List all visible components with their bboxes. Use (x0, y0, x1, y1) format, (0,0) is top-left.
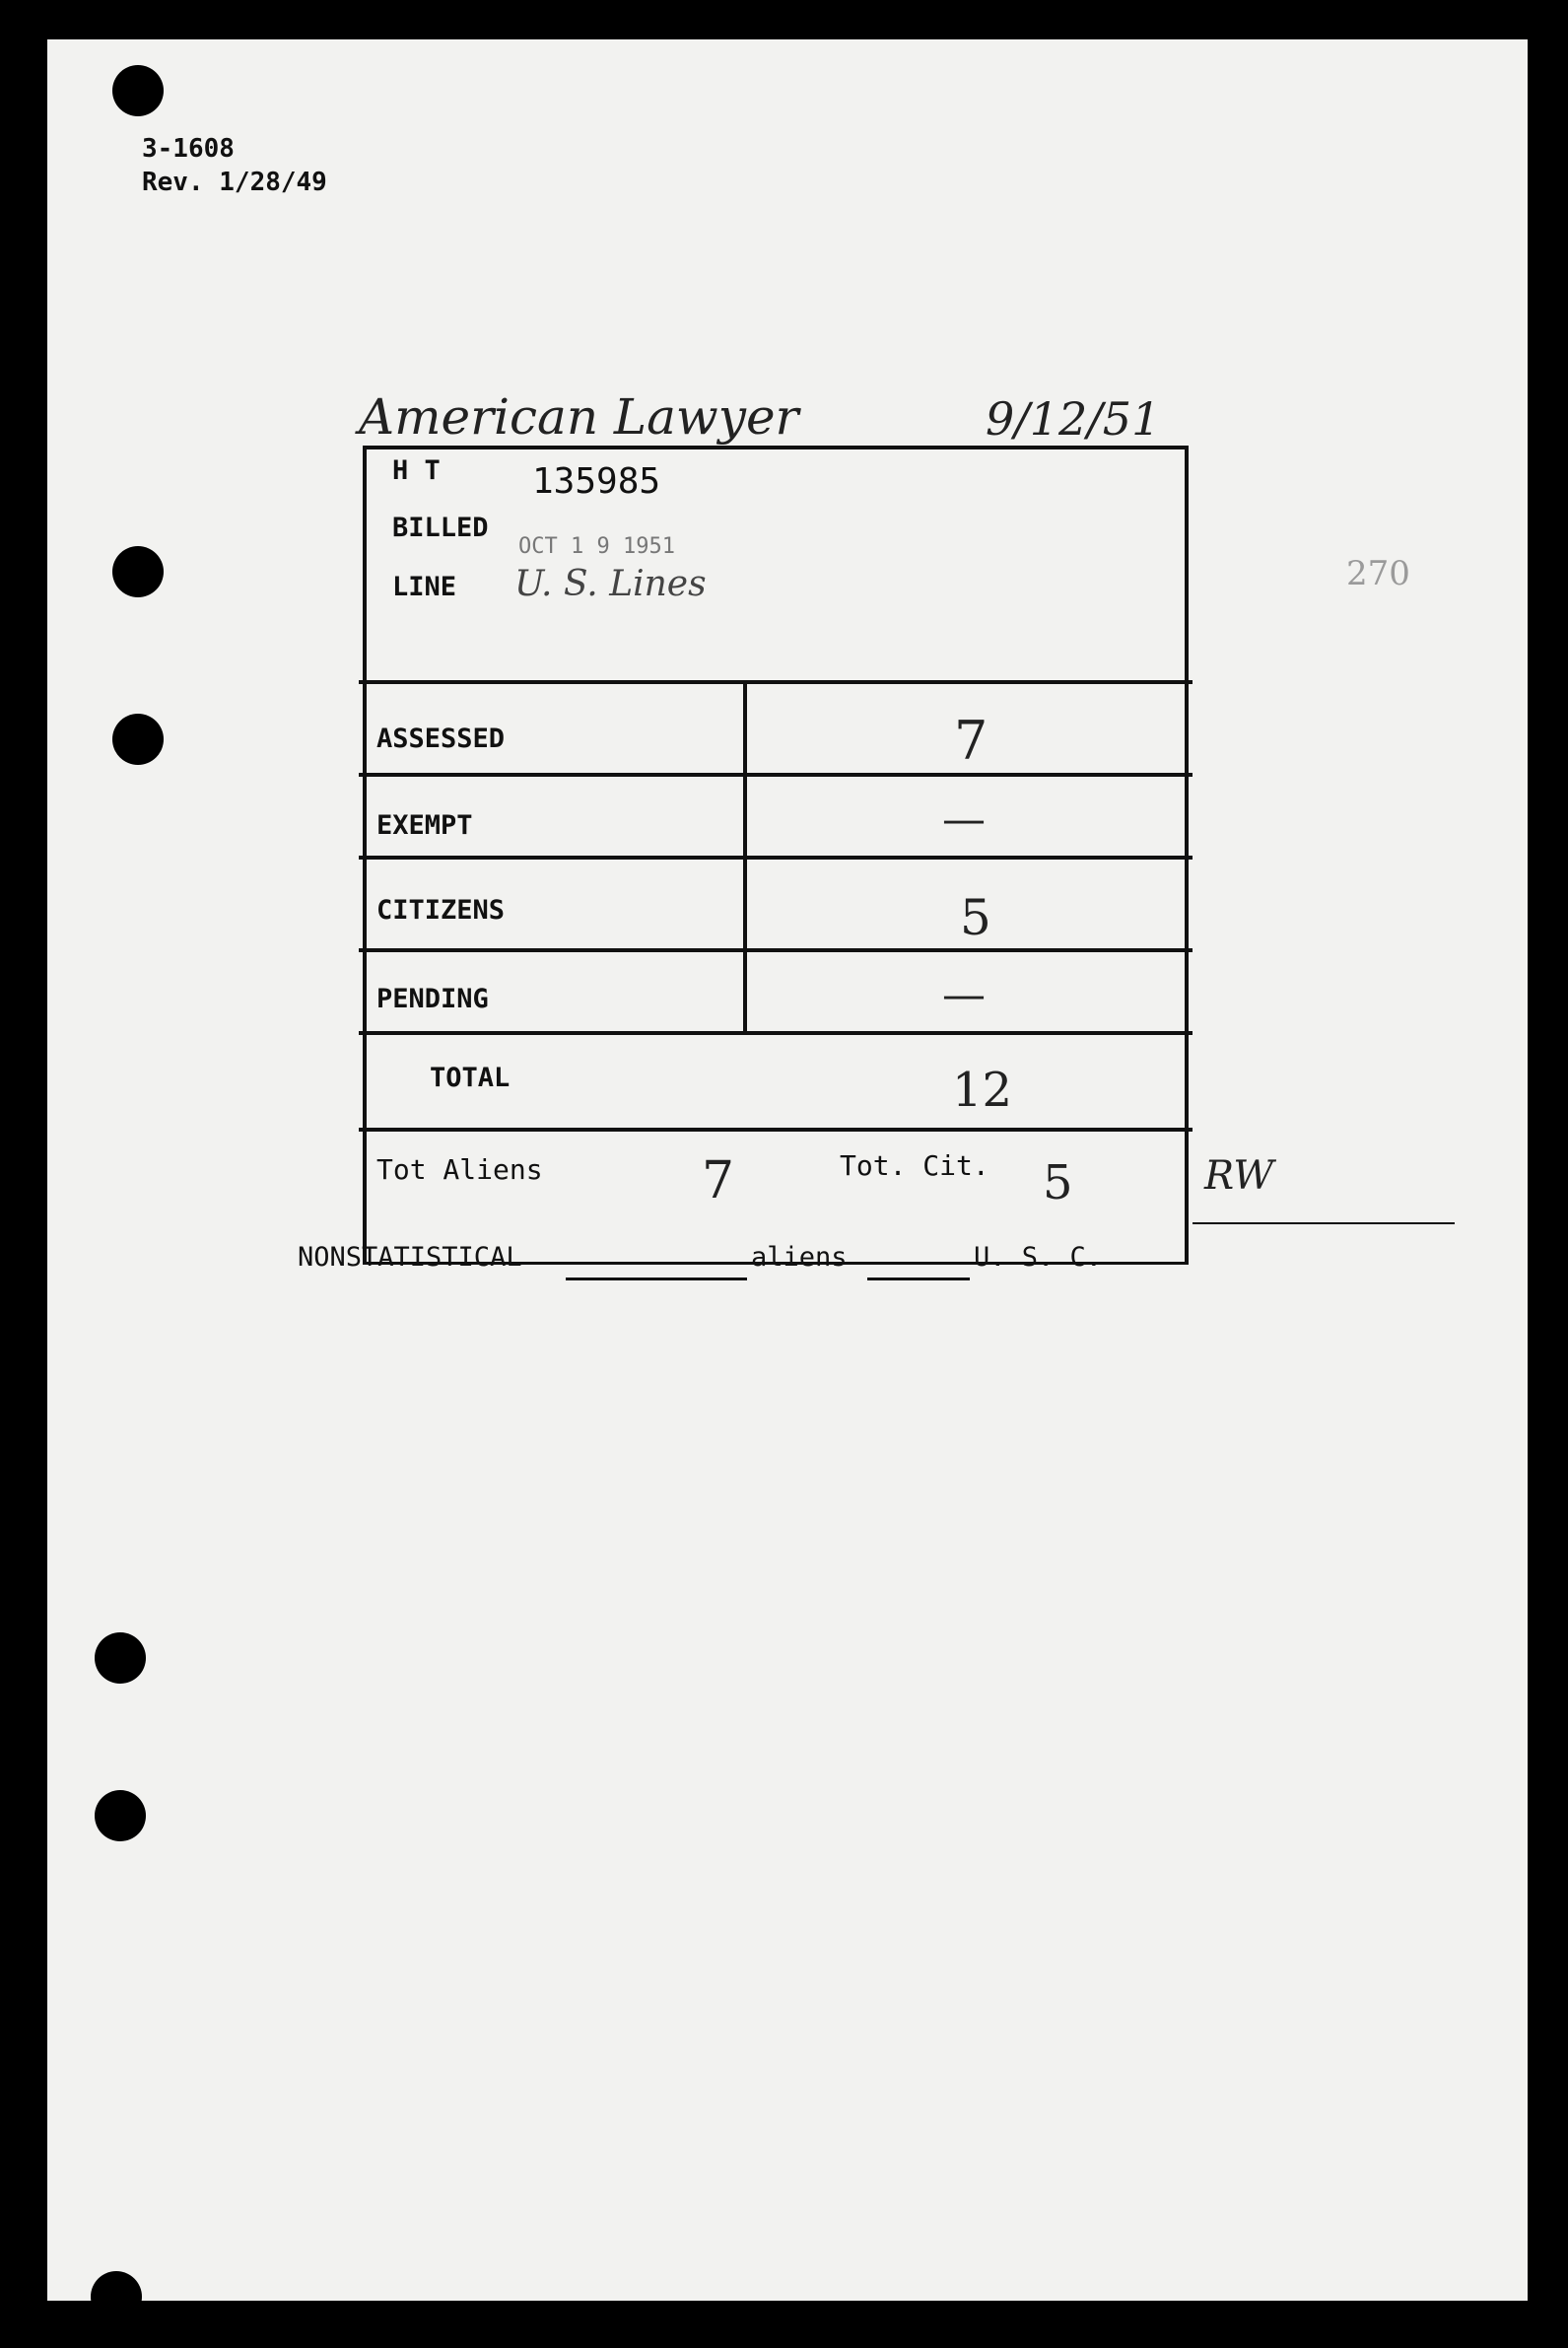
billed-date-stamp: OCT 1 9 1951 (518, 534, 675, 559)
tot-cit-label: Tot. Cit. (840, 1149, 989, 1182)
column-divider (743, 682, 747, 1033)
punch-hole (95, 1632, 146, 1684)
line-value: U. S. Lines (514, 564, 707, 604)
citizens-value: 5 (960, 889, 991, 946)
citizens-label: CITIZENS (376, 895, 506, 926)
page-number: 270 (1346, 554, 1410, 593)
punch-hole (112, 65, 164, 116)
exempt-label: EXEMPT (376, 810, 473, 841)
row-divider (359, 1128, 1193, 1132)
assessed-label: ASSESSED (376, 724, 506, 754)
box-border-left (363, 448, 367, 1262)
punch-hole (112, 714, 164, 765)
pending-label: PENDING (376, 984, 489, 1014)
aliens-label: aliens (751, 1242, 848, 1273)
signature-line (1193, 1222, 1455, 1224)
line-label: LINE (392, 572, 457, 602)
total-label: TOTAL (430, 1063, 511, 1093)
form-number: 3-1608 (142, 134, 235, 164)
box-border-right (1185, 446, 1189, 1264)
tot-cit-value: 5 (1043, 1155, 1073, 1210)
punch-hole (91, 2271, 142, 2322)
ht-number: 135985 (532, 461, 661, 502)
nonstatistical-label: NONSTATISTICAL (298, 1242, 522, 1273)
total-value: 12 (952, 1063, 1013, 1118)
punch-hole (112, 546, 164, 597)
aliens-blank (867, 1278, 970, 1280)
row-divider (359, 948, 1193, 952)
row-divider (359, 680, 1193, 684)
usc-label: U. S. C. (974, 1242, 1103, 1273)
form-revision: Rev. 1/28/49 (142, 168, 327, 197)
billed-label: BILLED (392, 513, 489, 543)
row-divider (359, 1031, 1193, 1035)
box-border-top (363, 446, 1189, 449)
header-date: 9/12/51 (986, 392, 1161, 446)
nonstatistical-blank (566, 1278, 747, 1280)
tot-aliens-value: 7 (702, 1151, 735, 1210)
punch-hole (95, 1790, 146, 1841)
pending-value: — (942, 970, 986, 1020)
ht-label: H T (392, 455, 441, 486)
initials-signature: RW (1204, 1153, 1274, 1199)
row-divider (359, 773, 1193, 777)
row-divider (359, 856, 1193, 860)
exempt-value: — (942, 794, 986, 845)
vessel-name: American Lawyer (359, 388, 799, 446)
document-sheet (47, 39, 1528, 2301)
tot-aliens-label: Tot Aliens (376, 1153, 543, 1186)
assessed-value: 7 (954, 710, 989, 772)
